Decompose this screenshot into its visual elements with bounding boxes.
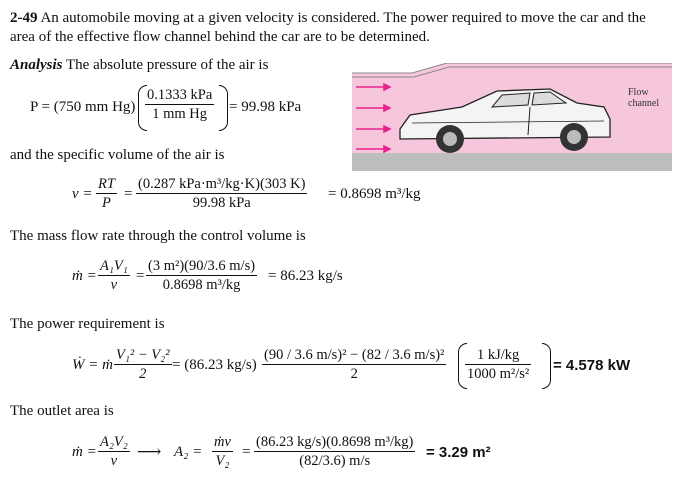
velocity-diff-fraction: V₁² − V₂² 2 (116, 347, 170, 382)
problem-text-line1: An automobile moving at a given velocity is considered. The power required to move the car and the (40, 10, 646, 26)
mass-flow-eq: = (136, 268, 145, 284)
a2-label: A₂ = (174, 444, 203, 460)
mass-flow-lhs: ṁ = (72, 268, 97, 284)
outlet-lhs: ṁ = (72, 444, 97, 460)
specific-volume-fraction: (0.287 kPa·m³/kg·K)(303 K) 99.98 kPa (138, 176, 306, 211)
pressure-fraction (145, 86, 214, 123)
power-mid: = (86.23 kg/s) (172, 357, 257, 373)
road-surface (352, 153, 672, 171)
car-figure (352, 63, 672, 171)
car-illustration (352, 63, 672, 171)
conversion-fraction: 1 kJ/kg 1000 m²/s² (467, 347, 530, 382)
implies-arrow: ⟶ (137, 442, 162, 461)
specific-volume-result: = 0.8698 m³/kg (328, 186, 421, 202)
problem-header (10, 10, 646, 27)
power-lhs: Ẇ = ṁ (72, 357, 113, 373)
outlet-eq: = (242, 444, 251, 460)
power-paren-right (542, 343, 551, 389)
outlet-intro: The outlet area is (10, 403, 114, 419)
specific-volume-eq: = (124, 186, 133, 202)
power-fraction: (90 / 3.6 m/s)² − (82 / 3.6 m/s)² 2 (264, 347, 445, 382)
mass-flow-intro: The mass flow rate through the control volume is (10, 228, 306, 244)
analysis-label: Analysis (10, 57, 63, 73)
pressure-numerator: 0.1333 kPa (147, 87, 213, 103)
mass-flow-result: = 86.23 kg/s (268, 268, 343, 284)
specific-volume-lhs: v = (72, 186, 93, 202)
analysis-intro (10, 57, 268, 74)
problem-text-line2: area of the effective flow channel behind the car are to be determined. (10, 29, 430, 45)
pressure-denominator: 1 mm Hg (152, 106, 208, 122)
power-intro: The power requirement is (10, 316, 165, 332)
outlet-result: = 3.29 m² (426, 444, 491, 461)
rt-over-p: RT P (98, 176, 115, 211)
mass-flow-fraction: (3 m²)(90/3.6 m/s) 0.8698 m³/kg (148, 258, 256, 293)
specific-volume-intro: and the specific volume of the air is (10, 147, 225, 163)
problem-number: 2-49 (10, 10, 38, 26)
a1v1-over-v: A₁V₁ v (100, 258, 128, 293)
flow-channel-label: Flow channel (628, 87, 660, 109)
outlet-fraction: (86.23 kg/s)(0.8698 m³/kg) (82/3.6) m/s (256, 434, 414, 469)
pressure-lhs: P = (750 mm Hg) (30, 99, 136, 115)
a2v2-over-v: A₂V₂ v (100, 434, 128, 469)
power-result: = 4.578 kW (553, 357, 631, 374)
mv-over-v2: ṁv V₂ (214, 434, 231, 469)
pressure-paren-right (219, 85, 228, 131)
analysis-intro-text: The absolute pressure of the air is (66, 57, 269, 73)
pressure-result: = 99.98 kPa (229, 99, 302, 115)
